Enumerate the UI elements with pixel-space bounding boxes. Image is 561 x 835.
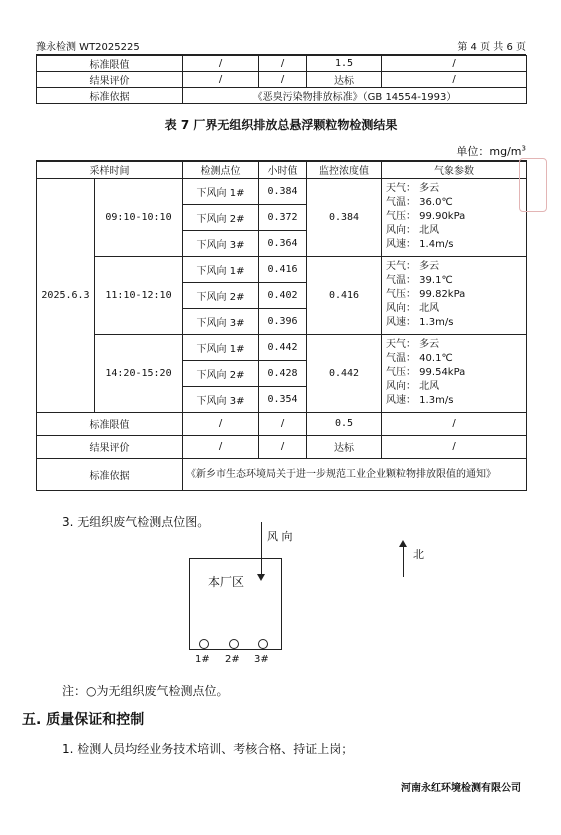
t6-limit-c2: / (259, 56, 307, 72)
time-slot: 09:10-10:10 (95, 178, 183, 256)
section5-title: 五. 质量保证和控制 (22, 712, 145, 728)
seam-stamp (519, 158, 547, 212)
hourly-value: 0.428 (259, 360, 307, 386)
wind-label: 风 向 (267, 530, 293, 543)
time-slot: 11:10-12:10 (95, 256, 183, 334)
monitoring-point-3 (258, 639, 268, 649)
table6-tail (36, 55, 527, 104)
monitoring-point-1 (199, 639, 209, 649)
company-name: 河南永红环境检测有限公司 (401, 783, 521, 794)
sample-date: 2025.6.3 (37, 178, 95, 412)
th-monitor: 监控浓度值 (307, 161, 382, 178)
t7-limit-c4: / (382, 412, 527, 435)
section5-item1: 1. 检测人员均经业务技术培训、考核合格、持证上岗； (62, 742, 354, 756)
t7-eval-c4: / (382, 435, 527, 458)
point-cell: 下风向 3# (183, 308, 259, 334)
monitor-value: 0.384 (307, 178, 382, 256)
weather-cell: 天气： 多云 气温： 39.1℃ 气压： 99.82kPa 风向： 北风 风速： 1.3m/s (382, 256, 527, 334)
th-point: 检测点位 (183, 161, 259, 178)
hourly-value: 0.384 (259, 178, 307, 204)
weather-cell: 天气： 多云 气温： 40.1℃ 气压： 99.54kPa 风向： 北风 风速： 1.3m/s (382, 334, 527, 412)
point-label: 1# (195, 654, 210, 665)
t7-basis-label: 标准依据 (37, 458, 183, 490)
monitor-value: 0.416 (307, 256, 382, 334)
point-cell: 下风向 3# (183, 230, 259, 256)
hourly-value: 0.354 (259, 386, 307, 412)
t6-limit-c3: 1.5 (307, 56, 382, 72)
th-hourly: 小时值 (259, 161, 307, 178)
t7-limit-c3: 0.5 (307, 412, 382, 435)
point-cell: 下风向 1# (183, 334, 259, 360)
t6-basis-label: 标准依据 (37, 88, 183, 104)
t6-eval-c4: / (382, 72, 527, 88)
north-label: 北 (413, 548, 424, 561)
th-time: 采样时间 (37, 161, 183, 178)
t6-limit-label: 标准限值 (37, 56, 183, 72)
t7-eval-c3: 达标 (307, 435, 382, 458)
monitor-value: 0.442 (307, 334, 382, 412)
hourly-value: 0.442 (259, 334, 307, 360)
table7-title: 表 7 厂界无组织排放总悬浮颗粒物检测结果 (164, 118, 398, 132)
table7 (36, 160, 527, 491)
point-cell: 下风向 1# (183, 178, 259, 204)
th-weather: 气象参数 (382, 161, 527, 178)
hourly-value: 0.396 (259, 308, 307, 334)
time-slot: 14:20-15:20 (95, 334, 183, 412)
north-arrow (403, 546, 404, 577)
point-cell: 下风向 2# (183, 282, 259, 308)
monitoring-point-2 (229, 639, 239, 649)
point-cell: 下风向 1# (183, 256, 259, 282)
t6-limit-c1: / (183, 56, 259, 72)
t7-basis-text: 《新乡市生态环境局关于进一步规范工业企业颗粒物排放限值的通知》 (183, 458, 527, 490)
weather-cell: 天气： 多云 气温： 36.0℃ 气压： 99.90kPa 风向： 北风 风速： 1.4m/s (382, 178, 527, 256)
page-number: 第 4 页 共 6 页 (457, 42, 526, 53)
t7-limit-label: 标准限值 (37, 412, 183, 435)
report-number: 豫永检测 WT2025225 (36, 42, 140, 53)
point-label: 3# (254, 654, 269, 665)
point-cell: 下风向 3# (183, 386, 259, 412)
monitoring-point-map (170, 520, 470, 670)
factory-area (189, 558, 282, 650)
t7-eval-c2: / (259, 435, 307, 458)
t6-eval-c3: 达标 (307, 72, 382, 88)
hourly-value: 0.372 (259, 204, 307, 230)
point-cell: 下风向 2# (183, 360, 259, 386)
t7-eval-c1: / (183, 435, 259, 458)
unit-label: 单位：$mg/m^3$ (456, 144, 526, 158)
t7-eval-label: 结果评价 (37, 435, 183, 458)
t6-eval-label: 结果评价 (37, 72, 183, 88)
map-note: 注：○为无组织废气检测点位。 (62, 684, 229, 698)
hourly-value: 0.416 (259, 256, 307, 282)
factory-label: 本厂区 (208, 575, 245, 589)
t6-limit-c4: / (382, 56, 527, 72)
t6-eval-c1: / (183, 72, 259, 88)
hourly-value: 0.364 (259, 230, 307, 256)
page-header (36, 38, 526, 52)
t6-basis-text: 《恶臭污染物排放标准》（GB 14554-1993） (183, 88, 527, 104)
hourly-value: 0.402 (259, 282, 307, 308)
point-label: 2# (225, 654, 240, 665)
t6-eval-c2: / (259, 72, 307, 88)
t7-limit-c2: / (259, 412, 307, 435)
t7-limit-c1: / (183, 412, 259, 435)
section3-title: 3. 无组织废气检测点位图。 (62, 515, 210, 529)
point-cell: 下风向 2# (183, 204, 259, 230)
